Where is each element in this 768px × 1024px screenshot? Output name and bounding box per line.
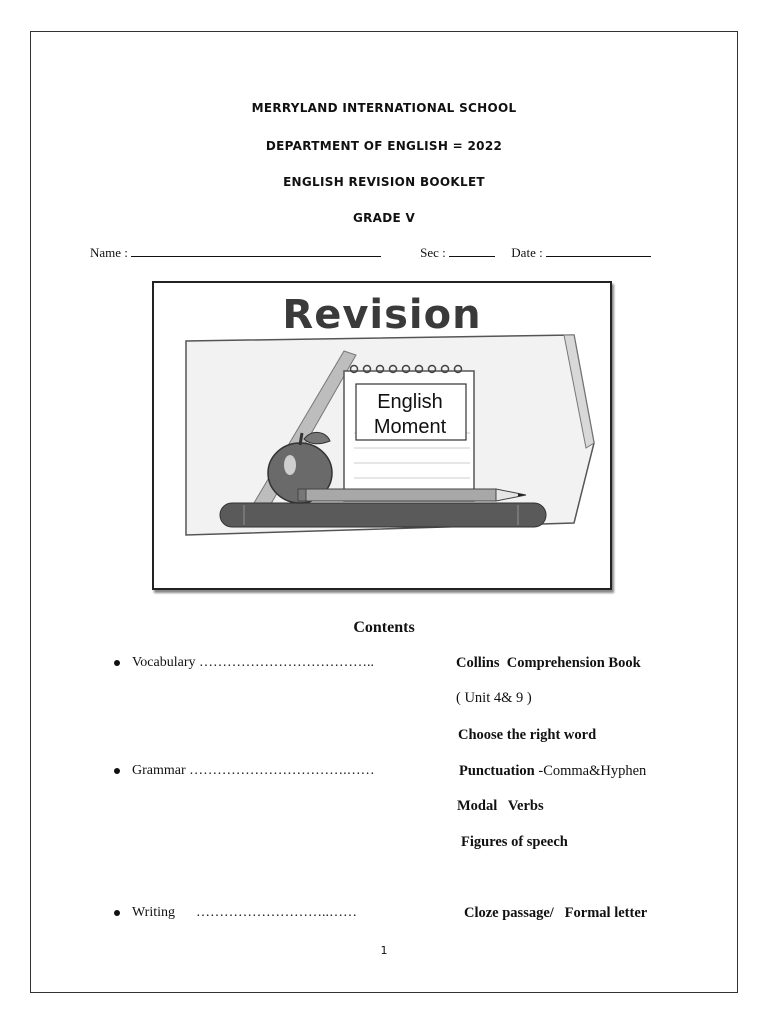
list-item-grammar xyxy=(114,763,375,779)
department-title: DEPARTMENT OF ENGLISH = 2022 xyxy=(265,139,503,153)
vocabulary-dots: ……………………………….. xyxy=(199,655,374,670)
vocabulary-label: Vocabulary xyxy=(132,655,196,670)
name-label: Name : xyxy=(90,245,128,260)
writing-task: Cloze passage/ Formal letter xyxy=(464,905,648,921)
writing-dots: ………………………..…… xyxy=(195,905,357,920)
vocabulary-units: ( Unit 4& 9 ) xyxy=(456,690,532,706)
grammar-figures-of-speech: Figures of speech xyxy=(461,834,568,850)
list-item-writing xyxy=(114,905,357,921)
pencil-icon xyxy=(304,489,496,501)
grammar-punctuation xyxy=(459,763,646,780)
sec-label: Sec : xyxy=(420,245,446,260)
list-item-vocabulary xyxy=(114,655,374,671)
sec-blank[interactable] xyxy=(449,246,495,257)
punctuation-detail: -Comma&Hyphen xyxy=(534,763,647,779)
bullet-icon xyxy=(114,910,120,916)
school-name: MERRYLAND INTERNATIONAL SCHOOL xyxy=(251,101,517,115)
booklet-title: ENGLISH REVISION BOOKLET xyxy=(283,175,485,189)
card-line-english: English xyxy=(377,391,443,413)
vocabulary-task: Choose the right word xyxy=(458,727,597,743)
page-number: 1 xyxy=(380,944,388,957)
grade-title: GRADE V xyxy=(352,211,416,225)
vocabulary-book: Collins Comprehension Book xyxy=(456,655,641,671)
student-info-line xyxy=(90,245,651,261)
revision-clipart xyxy=(154,283,610,588)
grammar-label: Grammar xyxy=(132,763,186,778)
writing-label: Writing xyxy=(132,905,175,920)
grammar-dots: …………………………….…… xyxy=(189,763,375,778)
name-blank[interactable] xyxy=(131,246,381,257)
book-icon xyxy=(220,503,546,527)
bullet-icon xyxy=(114,768,120,774)
date-blank[interactable] xyxy=(546,246,651,257)
grammar-modal-verbs: Modal Verbs xyxy=(457,798,544,814)
revision-word: Revision xyxy=(282,292,482,338)
revision-illustration xyxy=(152,281,612,590)
date-label: Date : xyxy=(511,245,543,260)
punctuation-label: Punctuation xyxy=(459,763,535,779)
contents-heading: Contents xyxy=(353,619,415,636)
card-line-moment: Moment xyxy=(373,416,447,438)
bullet-icon xyxy=(114,660,120,666)
